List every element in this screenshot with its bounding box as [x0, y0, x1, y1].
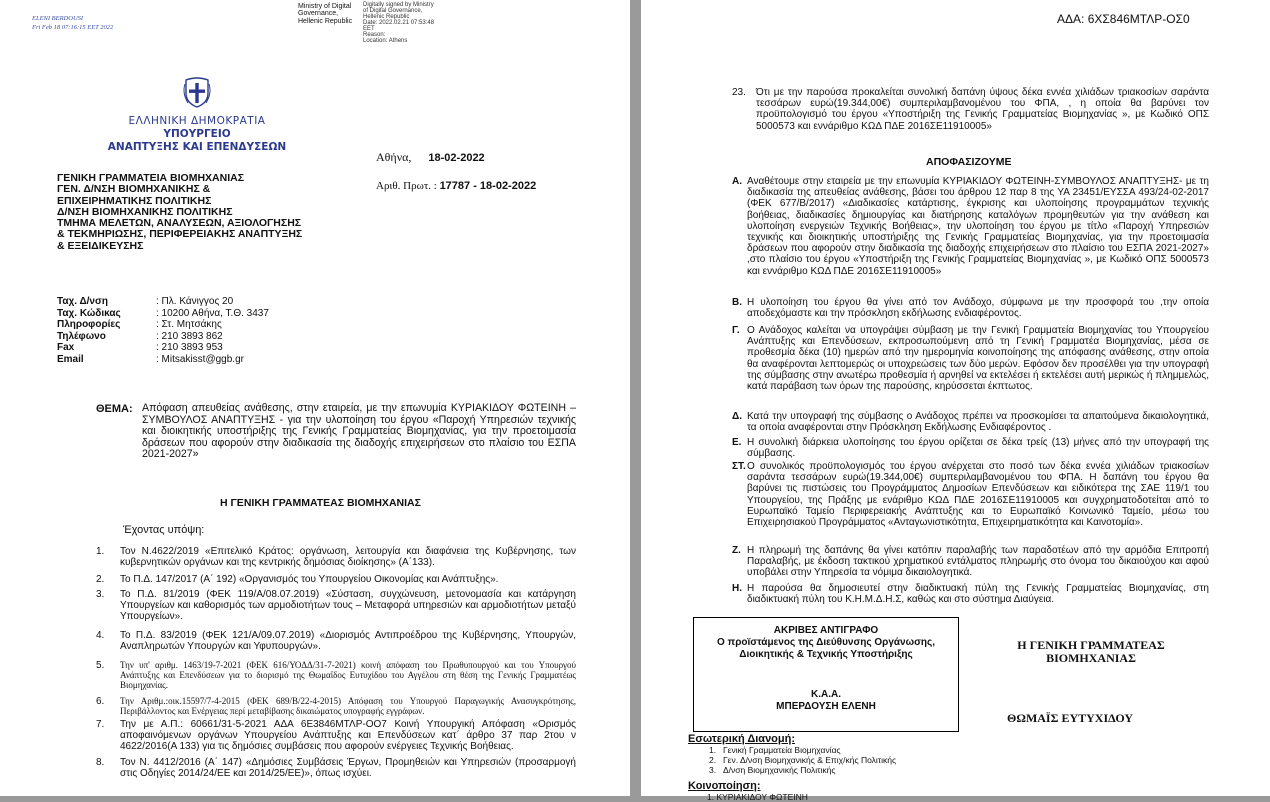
notify-first: 1. ΚΥΡΙΑΚΙΔΟΥ ΦΩΤΕΙΝΗ	[707, 792, 808, 802]
unit-line: & ΕΞΕΙΔΙΚΕΥΣΗΣ	[57, 239, 144, 252]
header-ministry-line2: ΑΝΑΠΤΥΞΗΣ ΚΑΙ ΕΠΕΝΔΥΣΕΩΝ	[107, 141, 287, 153]
contact-value: : 210 3893 953	[156, 342, 223, 354]
contact-email[interactable]: : Mitsakisst@ggb.gr	[156, 353, 244, 365]
sig-detail-line: Date: 2022.02.21 07:53:48	[363, 20, 435, 26]
item-number: 5.	[96, 660, 105, 671]
greek-coat-of-arms-icon	[183, 77, 211, 109]
decision-text: Κατά την υπογραφή της σύμβασης ο Ανάδοχος πρέπει να προσκομίσει τα απαιτούμενα δικαιολογητικά, τα οποία αναφέρονται στην Πρόσκληση Εκδήλωσης Ενδιαφέροντος .	[747, 411, 1209, 434]
copy-box-line: Διοικητικής & Τεχνικής Υποστήριξης	[739, 649, 913, 660]
consideration-item: Τον Ν. 4412/2016 (Α΄ 147) «Δημόσιες Συμβάσεις Έργων, Προμηθειών και Υπηρεσιών (προσαρμογή στις Οδηγίες 2014/24/ΕΕ και 2014/25/ΕΕ)», όπως ισχύει.	[120, 757, 576, 780]
right-page	[641, 0, 1270, 802]
protocol-line	[376, 180, 536, 192]
sig-org-line: Ministry of Digital	[298, 3, 352, 10]
decision-label: Α.	[732, 176, 742, 187]
date-city: Αθήνα,	[376, 150, 412, 164]
decision-text: Αναθέτουμε στην εταιρεία με την επωνυμία ΚΥΡΙΑΚΙΔΟΥ ΦΩΤΕΙΝΗ-ΣΥΜΒΟΥΛΟΣ ΑΝΑΠΤΥΞΗΣ- με τη διαδικασία της απευθείας ανάθεσης, βάσει του άρθρου 12 παρ 8 της ΥΑ 23451/ΕΥΣΣΑ 493/24-02-2017 (ΦΕΚ 677/Β/2017) «Διαδικασίες κατάρτισης, έγκρισης και υλοποίησης προγραμμάτων τεχνικής βοήθειας, διαδικασίες δημιουργίας και διατήρησης καταλόγων προμηθευτών για την ανάθεση και υλοποίηση ενεργειών Τεχνικής Βοήθειας», την υλοποίηση του έργου με τίτλο «Παροχή Υπηρεσιών τεχνικής και διοικητικής υποστήριξης της Γενικής Γραμματείας Βιομηχανίας, για την προετοιμασία δράσεων που αφορούν στην διαδικασία της διαδοχής επιχειρήσεων στο πλαίσιο του ΕΣΠΑ 2021-2027» ,στο πλαίσιο του έργου «Υποστήριξη της Γενικής Γραμματείας Βιομηχανίας », με Κωδικό ΟΠΣ 5000573 και εννάριθμο ΚΩΔ ΠΔΕ 2016ΣΕ11910005»	[747, 176, 1209, 277]
item-number: 7.	[96, 719, 105, 730]
contact-key: Πληροφορίες	[57, 319, 121, 331]
unit-line: ΓΕΝ. Δ/ΝΣΗ ΒΙΟΜΗΧΑΝΙΚΗΣ &	[57, 183, 211, 196]
item-number: 23.	[732, 87, 746, 98]
signature-center-org	[298, 3, 352, 25]
issuing-units	[57, 173, 302, 252]
signatory-title-line: ΒΙΟΜΗΧΑΝΙΑΣ	[1046, 651, 1136, 665]
consideration-item: Το Π.Δ. 83/2019 (ΦΕΚ 121/Α/09.07.2019) «Διορισμός Αντιπροέδρου της Κυβέρνησης, Υπουργών, Αναπληρωτών Υπουργών και Υφυπουργών».	[120, 630, 576, 653]
list-num: 2.	[709, 755, 717, 766]
internal-distribution-title: Εσωτερική Διανομή:	[688, 733, 796, 745]
decision-text: Η υλοποίηση του έργου θα γίνει από τον Ανάδοχο, σύμφωνα με την προσφορά του ,την οποία αποδεχόμαστε και την πρόσκληση εκδήλωσης ενδιαφέροντος.	[747, 297, 1209, 320]
signatory-name: ΘΩΜΑΪΣ ΕΥΤΥΧΙΔΟΥ	[1007, 711, 1134, 725]
consideration-item: Το Π.Δ. 147/2017 (Α΄ 192) «Οργανισμός του Υπουργείου Οικονομίας και Ανάπτυξης».	[120, 574, 499, 585]
decision-text: Η πληρωμή της δαπάνης θα γίνει κατόπιν παραλαβής των παραδοτέων από την αρμόδια Επιτροπή Παραλαβής, με έκδοση τακτικού χρηματικού εντάλματος πληρωμής στο όνομα του δικαιούχου και αφού υποβάλει στην Υπηρεσία τα νόμιμα δικαιολογητικά.	[747, 545, 1209, 579]
consideration-item: Την με Α.Π.: 60661/31-5-2021 ΑΔΑ 6Ε3846ΜΤΛΡ-ΟΟ7 Κοινή Υπουργική Απόφαση «Ορισμός αποφαινόμενων οργάνων Υπουργείου Ανάπτυξης και Επενδύσεων κατ΄ άρθρο 37 παρ 2του ν 4622/2016(Α 133) για τις δημόσιες συμβάσεις που αφορούν ενέργειες Τεχνικής Βοήθειας.	[120, 719, 576, 753]
consideration-item: Την Αριθμ.:οικ.15597/7-4-2015 (ΦΕΚ 689/Β/22-4-2015) Απόφαση του Υπουργού Παραγωγικής Ανασυγκρότησης, Περιβάλλοντος και Ενέργειας περί μεταβίβασης δικαιώματος υπογραφής εγγράφων.	[120, 696, 576, 716]
contact-block	[57, 296, 269, 366]
list-item: Δ/νση Βιομηχανικής Πολιτικής	[723, 765, 836, 776]
sig-org-line: Governance,	[298, 10, 339, 18]
sig-org-line: Hellenic Republic	[298, 17, 353, 25]
consideration-item: Το Π.Δ. 81/2019 (ΦΕΚ 119/Α/08.07.2019) «Σύσταση, συγχώνευση, μετονομασία και κατάργηση Υπουργείων και καθορισμός των αρμοδιοτήτων τους – Μεταφορά υπηρεσιών και αρμοδιοτήτων μεταξύ Υπουργείων».	[120, 589, 576, 623]
internal-distribution-list	[709, 745, 896, 776]
unit-line: ΤΜΗΜΑ ΜΕΛΕΤΩΝ, ΑΝΑΛΥΣΕΩΝ, ΑΞΙΟΛΟΓΗΣΗΣ	[57, 217, 302, 230]
copy-box-kaa: Κ.Α.Α.	[811, 689, 841, 700]
sig-detail-line: Reason:	[363, 32, 386, 38]
contact-key: Email	[57, 353, 84, 365]
item-number: 3.	[96, 589, 105, 600]
unit-line: ΓΕΝΙΚΗ ΓΡΑΜΜΑΤΕΙΑ ΒΙΟΜΗΧΑΝΙΑΣ	[57, 172, 245, 184]
decision-text: Ο συνολικός προϋπολογισμός του έργου ανέρχεται στο ποσό των δέκα εννέα χιλιάδων τριακοσίων σαράντα τεσσάρων ευρώ(19.344,00€) συμπεριλαμβανομένου του ΦΠΑ. Η δαπάνη του έργου θα βαρύνει τις πιστώσεις του Προγράμματος Δημοσίων Επενδύσεων και ειδικότερα της ΣΑΕ 119/1 του Υπουργείου, της Πράξης με ενάριθμο ΚΩΔ ΠΔΕ 2016ΣΕ11910005 και συγχρηματοδοτείται από το Ευρωπαϊκό Ταμείο Περιφερειακής Ανάπτυξης και το Ευρωπαϊκό Κοινωνικό Ταμείο, μέσω του Επιχειρησιακού Προγράμματος «Ανταγωνιστικότητα, Επιχειρηματικότητα και Καινοτομία».	[747, 461, 1209, 529]
decision-label: Β.	[732, 297, 742, 308]
notify-title: Κοινοποίηση:	[688, 780, 761, 792]
decide-heading: ΑΠΟΦΑΣΙΖΟΥΜΕ	[926, 156, 1012, 168]
signature-left-name: ELENI BERDOUSI	[32, 15, 84, 22]
list-item: Γενική Γραμματεία Βιομηχανίας	[723, 745, 841, 755]
decision-text: Ο Ανάδοχος καλείται να υπογράψει σύμβαση με την Γενική Γραμματεία Βιομηχανίας του Υπουργείου Ανάπτυξης και Επενδύσεων, εκπροσωπούμενη από τη Γενική Γραμματέα Βιομηχανίας, μέσα σε προθεσμία δέκα (10) ημερών από την ημερομηνία κοινοποίησης της απόφασης ανάθεσης, στην οποία θα αναφέρονται λεπτομερώς οι υποχρεώσεις των δύο μερών. Εφόσον δεν προσέλθει για την υπογραφή της σύμβασης στην ανωτέρω προθεσμία ή αρνηθεί να εκτελέσει ή εκτελέσει αυτή μερικώς ή πλημμελώς, κατά παράβαση των όρων της παρούσης, κηρύσσεται έκπτωτος.	[747, 325, 1209, 393]
protocol-label: Αριθ. Πρωτ. :	[376, 180, 437, 192]
item-number: 2.	[96, 574, 105, 585]
contact-key: Ταχ. Κώδικας	[57, 307, 121, 319]
contact-value: : 210 3893 862	[156, 330, 223, 342]
decision-label: Γ.	[732, 325, 740, 336]
date-line	[376, 150, 485, 165]
header-ministry-line1: ΥΠΟΥΡΓΕΙΟ	[163, 128, 231, 140]
decision-label: Ζ.	[732, 545, 741, 556]
decision-text: Η συνολική διάρκεια υλοποίησης του έργου ορίζεται σε δέκα τρείς (13) μήνες από την υπογραφή της σύμβασης.	[747, 437, 1209, 460]
copy-box-name: ΜΠΕΡΔΟΥΣΗ ΕΛΕΝΗ	[776, 701, 876, 712]
contact-key: Τηλέφωνο	[57, 330, 106, 342]
decision-label: Ε.	[732, 437, 742, 448]
considering-heading: Έχοντας υπόψη:	[123, 524, 205, 536]
header-republic: ΕΛΛΗΝΙΚΗ ΔΗΜΟΚΡΑΤΙΑ	[128, 115, 266, 127]
contact-key: Ταχ. Δ/νση	[57, 296, 108, 307]
left-page	[0, 0, 630, 796]
sig-detail-line: Hellenic Republic	[363, 14, 410, 20]
subject-text: Απόφαση απευθείας ανάθεσης, στην εταιρεία, με την επωνυμία ΚΥΡΙΑΚΙΔΟΥ ΦΩΤΕΙΝΗ –ΣΥΜΒΟΥΛΟΣ ΑΝΑΠΤΥΞΗΣ - για την υλοποίηση του έργου «Παροχή Υπηρεσιών τεχνικής και διοικητικής υποστήριξης της Γενικής Γραμματείας Βιομηχανίας, για την προετοιμασία δράσεων που αφορούν στην διαδικασία της διαδοχής επιχειρήσεων στο πλαίσιο του ΕΣΠΑ 2021-2027»	[142, 402, 576, 461]
unit-line: & ΤΕΚΜΗΡΙΩΣΗΣ, ΠΕΡΙΦΕΡΕΙΑΚΗΣ ΑΝΑΠΤΥΞΗΣ	[57, 228, 303, 241]
document-date: 18-02-2022	[428, 152, 485, 164]
signature-left-date: Fri Feb 18 07:16:15 EET 2022	[32, 24, 114, 31]
sig-detail-line: Location: Athens	[363, 38, 408, 44]
consideration-item: Τον Ν.4622/2019 «Επιτελικό Κράτος: οργάνωση, λειτουργία και διαφάνεια της Κυβέρνησης, των κυβερνητικών οργάνων και της κεντρικής δημόσιας διοίκησης» (Α΄133).	[120, 546, 576, 569]
sig-detail-line: Digitally signed by Ministry	[363, 2, 434, 8]
signature-left	[32, 15, 113, 31]
item-number: 1.	[96, 546, 105, 557]
signatory-title	[1001, 639, 1181, 665]
unit-line: Δ/ΝΣΗ ΒΙΟΜΗΧΑΝΙΚΗΣ ΠΟΛΙΤΙΚΗΣ	[57, 205, 233, 218]
ada-code: ΑΔΑ: 6ΧΣ846ΜΤΛΡ-ΟΣ0	[1057, 12, 1190, 26]
copy-box-line: Ο προϊστάμενος της Διεύθυνσης Οργάνωσης,	[716, 637, 935, 648]
consideration-item: Την υπ' αριθμ. 1463/19-7-2021 (ΦΕΚ 616/ΥΟΔΔ/31-7-2021) κοινή απόφαση του Πρωθυπουργού και του Υπουργού Ανάπτυξης και Επενδύσεων για το διορισμό της Θωμαΐδος Ευτυχίδου του Αγγέλου στη θέση της Γενικής Γραμματέως Βιομηχανίας.	[120, 660, 576, 690]
copy-box-title: ΑΚΡΙΒΕΣ ΑΝΤΙΓΡΑΦΟ	[773, 625, 879, 636]
consideration-item: Ότι με την παρούσα προκαλείται συνολική δαπάνη ύψους δέκα εννέα χιλιάδων τριακοσίων σαράντα τεσσάρων ευρώ(19.344,00€) συμπεριλαμβανομένου του ΦΠΑ, , η οποία θα βαρύνει τον προϋπολογισμό του έργου «Υποστήριξη της Γενικής Γραμματείας Βιομηχανίας », με Κωδικό ΟΠΣ 5000573 και εννάριθμο ΚΩΔ ΠΔΕ 2016ΣΕ11910005»	[756, 87, 1209, 132]
item-number: 8.	[96, 757, 105, 768]
decision-label: Η.	[732, 583, 742, 594]
sig-detail-line: EET	[363, 26, 375, 32]
contact-key: Fax	[57, 342, 75, 354]
item-number: 6.	[96, 696, 105, 707]
item-number: 4.	[96, 630, 105, 641]
protocol-number: 17787 - 18-02-2022	[439, 180, 537, 192]
signature-center-details	[363, 2, 434, 44]
contact-value: : 10200 Αθήνα, Τ.Θ. 3437	[156, 307, 269, 319]
decision-label: Δ.	[732, 411, 742, 422]
list-item: Γεν. Δ/νση Βιομηχανικής & Επιχ/κής Πολιτικής	[723, 755, 897, 766]
decision-label: ΣΤ.	[732, 461, 746, 472]
contact-value: : Στ. Μητσάκης	[156, 319, 222, 331]
decision-text: Η παρούσα θα δημοσιευτεί στην διαδικτυακή πύλη της Γενικής Γραμματείας Βιομηχανίας, στη διαδικτυακή πύλη του Κ.Η.Μ.Δ.Η.Σ, καθώς και στο σύστημα Διαύγεια.	[747, 583, 1209, 606]
authority-title: Η ΓΕΝΙΚΗ ΓΡΑΜΜΑΤΕΑΣ ΒΙΟΜΗΧΑΝΙΑΣ	[220, 497, 421, 509]
sig-detail-line: of Digital Governance,	[363, 8, 423, 14]
subject-label: ΘΕΜΑ:	[96, 403, 133, 415]
contact-value: : Πλ. Κάνιγγος 20	[156, 296, 234, 307]
unit-line: ΕΠΙΧΕΙΡΗΜΑΤΙΚΗΣ ΠΟΛΙΤΙΚΗΣ	[57, 194, 212, 207]
signatory-title-line: Η ΓΕΝΙΚΗ ΓΡΑΜΜΑΤΕΑΣ	[1017, 638, 1165, 652]
certified-copy-box	[693, 617, 959, 732]
list-num: 1.	[709, 745, 717, 755]
list-num: 3.	[709, 765, 717, 776]
